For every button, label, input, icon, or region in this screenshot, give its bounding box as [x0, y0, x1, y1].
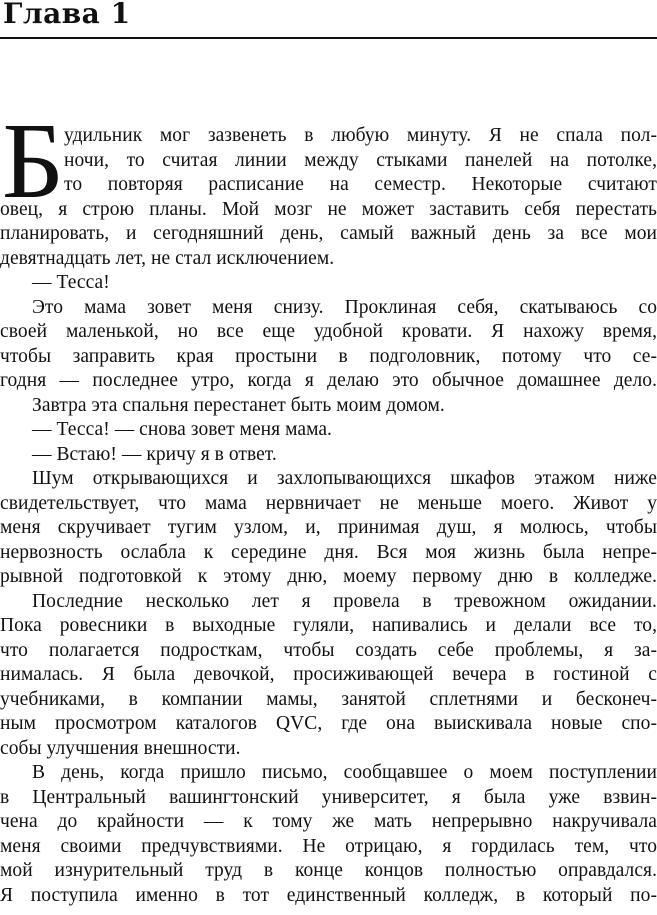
text-line: нервозность ослабла к середине дня. Вся моя жизнь была непре-: [0, 541, 657, 563]
text-line: нималась. Я была девочкой, просиживающей вечера в гостиной с: [0, 664, 657, 685]
text-line: удильник мог зазвенеть в любую минуту. Я не спала пол-: [64, 125, 657, 146]
text-line: меня скручивает тугим узлом, и, принимая душ, я молюсь, чтобы: [0, 517, 657, 538]
text-line: учебниками, в компании мамы, занятой сплетнями и бесконеч-: [0, 688, 657, 710]
text-line: меня своими предчувствиями. Не отрицаю, я гордилась тем, что: [0, 835, 657, 857]
text-line: собы улучшения внешности.: [0, 737, 241, 759]
text-line: чтобы заправить края простыни в подголовник, потому что се-: [0, 345, 657, 367]
text-line: овец, я строю планы. Мой мозг не может заставить себя перестать: [0, 198, 657, 220]
drop-cap: Б: [2, 102, 65, 221]
text-line: рывной подготовкой к этому дню, моему первому дню в колледже.: [0, 566, 657, 587]
text-line: чена до крайности — к тому же мать непрерывно накручивала: [0, 811, 657, 832]
text-line: Пока ровесники в выходные гуляли, напивались и делали все то,: [0, 615, 657, 636]
text-line: ночи, то считая линии между стыками панелей на потолке,: [64, 149, 657, 171]
text-line: своей маленькой, но все еще удобной кровати. Я нахожу время,: [0, 321, 657, 342]
title-rule: [0, 37, 657, 39]
text-line: Я поступила именно в тот единственный колледж, в который по-: [0, 884, 657, 906]
text-line: Это мама зовет меня снизу. Проклиная себя, скатываюсь со: [32, 296, 657, 318]
text-line: мой изнурительный труд в конце концов полностью оправдался.: [0, 860, 657, 881]
text-line: то повторяя расписание на семестр. Некоторые считают: [64, 174, 657, 195]
text-line: В день, когда пришло письмо, сообщавшее о моем поступлении: [32, 762, 657, 783]
chapter-title: Глава 1: [3, 0, 131, 30]
text-line: — Встаю! — кричу я в ответ.: [32, 443, 277, 465]
text-line: Шум открывающихся и захлопывающихся шкафов этажом ниже: [32, 468, 657, 489]
text-line: Завтра эта спальня перестанет быть моим домом.: [32, 394, 445, 416]
text-line: годня — последнее утро, когда я делаю это обычное домашнее дело.: [0, 370, 657, 391]
text-line: Последние несколько лет я провела в тревожном ожидании.: [32, 590, 657, 612]
text-line: ным просмотром каталогов QVC, где она выискивала новые спо-: [0, 713, 657, 734]
text-line: свидетельствует, что мама нервничает не меньше моего. Живот у: [0, 492, 657, 514]
text-line: — Тесса! — снова зовет меня мама.: [32, 419, 332, 440]
text-line: — Тесса!: [32, 272, 110, 293]
text-line: что полагается подросткам, чтобы создать себе проблемы, я за-: [0, 639, 657, 661]
text-line: девятнадцать лет, не стал исключением.: [0, 247, 335, 269]
text-line: планировать, и сегодняшний день, самый важный день за все мои: [0, 223, 657, 244]
text-line: в Центральный вашингтонский университет, я была уже взвин-: [0, 786, 657, 808]
